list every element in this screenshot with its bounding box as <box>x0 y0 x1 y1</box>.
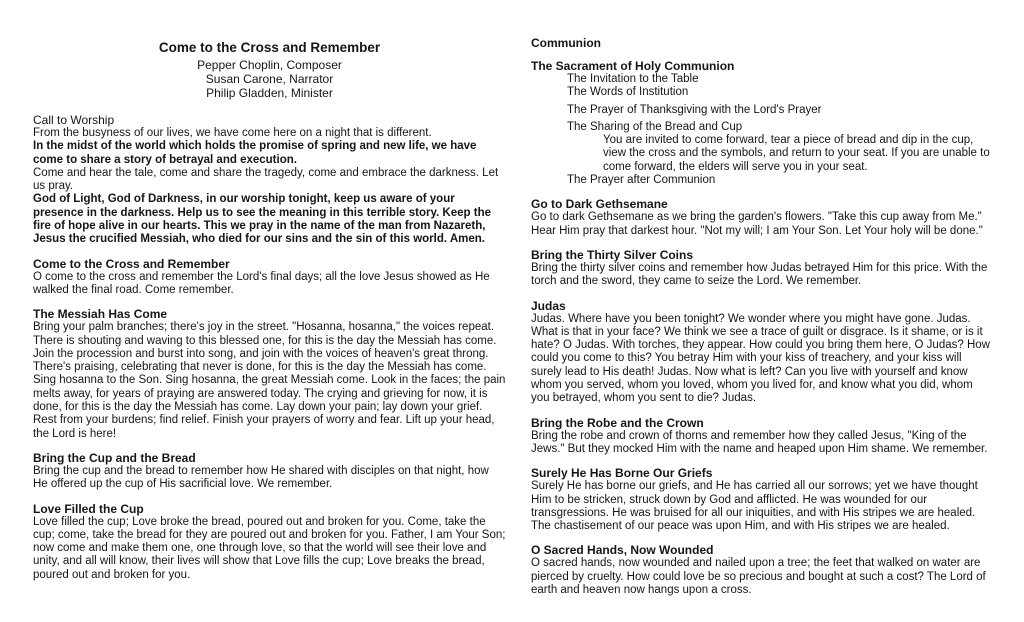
communion-item: The Words of Institution <box>567 86 689 99</box>
communion-item: The Invitation to the Table <box>567 73 699 85</box>
communion-subheading: The Sacrament of Holy Communion <box>531 59 735 73</box>
section-body: O come to the cross and remember the Lord's final days; all the love Jesus showed as He walked the final road. Come remember. <box>33 270 490 296</box>
section-come-to-the-cross <box>33 257 506 298</box>
call-to-worship-paragraph: From the busyness of our lives, we have come here on a night that is different. <box>33 127 432 139</box>
communion-item: The Prayer after Communion <box>567 174 716 187</box>
call-to-worship-paragraph: Come and hear the tale, come and share the tragedy, come and embrace the darkness. Let us pray. <box>33 166 499 193</box>
section-go-to-dark-gethsemane <box>531 197 993 238</box>
section-body: Bring the thirty silver coins and remember how Judas betrayed Him for this price. With the torch and the sword, they came to seize the Lord. We remember. <box>531 261 988 288</box>
section-heading: O Sacred Hands, Now Wounded <box>531 543 714 558</box>
right-column <box>531 0 993 597</box>
section-call-to-worship <box>33 113 506 247</box>
communion-item-note: You are invited to come forward, tear a piece of bread and dip in the cup, view the cross and the symbols, and return to your seat. If you are unable to come forward, the elders will serve you in your seat. <box>603 134 990 173</box>
section-heading: Surely He Has Borne Our Griefs <box>531 466 713 481</box>
section-bring-cup-and-bread <box>33 451 506 492</box>
left-column <box>33 0 506 582</box>
section-o-sacred-hands-now-wounded <box>531 543 993 597</box>
section-communion <box>531 36 993 187</box>
section-body: Go to dark Gethsemane as we bring the garden's flowers. "Take this cup away from Me." Hear Him pray that darkest hour. "Not my will; I am Your Son. Let Your holy will be done." <box>531 211 983 237</box>
credit-composer: Pepper Choplin, Composer <box>197 58 342 72</box>
title-block <box>33 40 506 100</box>
section-love-filled-the-cup <box>33 502 506 582</box>
section-body: Surely He has borne our griefs, and He has carried all our sorrows; yet we have thought Him to be stricken, struck down by God and afflicted. He was wounded for our transgressions. He was bruised for all our iniquities, and with His stripes we are healed. The chastisement of our peace was upon Him, and with His stripes we are healed. <box>531 480 978 533</box>
section-heading: Come to the Cross and Remember <box>33 256 230 271</box>
communion-item: The Sharing of the Bread and Cup <box>567 120 743 133</box>
section-body: Love filled the cup; Love broke the bread, poured out and broken for you. Come, take the cup; come, take the bread for they are poured out and broken for you. Father, I am Your Son; now come and make them one, one through love, so that the world will see their love and unity, and all will know, their lives will show that Love fills the cup; Love breaks the bread, poured out and broken for you. <box>33 515 506 581</box>
section-surely-he-has-borne-our-griefs <box>531 466 993 533</box>
credit-narrator: Susan Carone, Narrator <box>205 72 334 86</box>
section-bring-robe-and-crown <box>531 416 993 457</box>
section-heading: Love Filled the Cup <box>33 501 144 516</box>
section-body: Bring your palm branches; there's joy in the street. "Hosanna, hosanna," the voices repeat. There is shouting and waving to this blessed one, for this is the day the Messiah has come. Join the procession and burst into song, and join with the voices of heaven's great throng. There's praising, celebrating that never is done, for this is the day the Messiah has come. Sing hosanna to the Son. Sing hosanna, the great Messiah come. Look in the faces; the pain melts away, for years of praying are answered today. The crying and grieving for now, it is done, for this is the day the Messiah has come. Lay down your pain; lay down your grief. Rest from your burdens; find relief. Finish your prayers of worry and fear. Lift up your head, the Lord is here! <box>33 321 506 440</box>
credit-minister: Philip Gladden, Minister <box>206 86 333 100</box>
call-to-worship-heading: Call to Worship <box>33 113 115 127</box>
section-body: O sacred hands, now wounded and nailed upon a tree; the feet that walked on water are pierced by cruelty. How could love be so precious and bought at such a cost? The Lord of earth and heaven now hangs upon a cross. <box>531 557 986 597</box>
section-heading: Go to Dark Gethsemane <box>531 197 668 212</box>
communion-heading: Communion <box>531 36 601 50</box>
section-messiah-has-come <box>33 307 506 441</box>
section-heading: Bring the Thirty Silver Coins <box>531 247 694 262</box>
section-heading: Bring the Robe and the Crown <box>531 415 704 430</box>
call-to-worship-paragraph: In the midst of the world which holds the promise of spring and new life, we have come to share a story of betrayal and execution. <box>33 140 477 166</box>
section-heading: Judas <box>531 298 566 313</box>
section-body: Bring the robe and crown of thorns and remember how they called Jesus, "King of the Jews." But they mocked Him with the name and heaped upon Him shame. We remember. <box>531 429 988 455</box>
section-heading: The Messiah Has Come <box>33 307 168 322</box>
program-title: Come to the Cross and Remember <box>158 40 381 55</box>
section-body: Judas. Where have you been tonight? We wonder where you might have gone. Judas. What is that in your face? We think we see a trace of guilt or disgrace. Is it shame, or is it hate? O Judas. With torches, they appear. How could you bring them here, O Judas? How could you come to this? You betray Him with your kiss of treachery, and your kiss will surely lead to His death! Judas. Now what is left? Can you live with yourself and know whom you served, whom you loved, whom you lived for, and know what you did, whom you betrayed, whom you sent to die? Judas. <box>531 312 990 405</box>
section-bring-thirty-silver-coins <box>531 248 993 289</box>
communion-item: The Prayer of Thanksgiving with the Lord's Prayer <box>567 103 822 116</box>
section-judas <box>531 299 993 406</box>
section-body: Bring the cup and the bread to remember how He shared with disciples on that night, how He offered up the cup of His sacrificial love. We remember. <box>33 464 489 491</box>
call-to-worship-paragraph: God of Light, God of Darkness, in our worship tonight, keep us aware of your presence in the darkness. Help us to see the meaning in this terrible story. Keep the fire of hope alive in our hearts. This we pray in the name of the man from Nazareth, Jesus the crucified Messiah, who died for our sins and the sin of this world. Amen. <box>33 193 492 246</box>
section-heading: Bring the Cup and the Bread <box>33 450 196 465</box>
